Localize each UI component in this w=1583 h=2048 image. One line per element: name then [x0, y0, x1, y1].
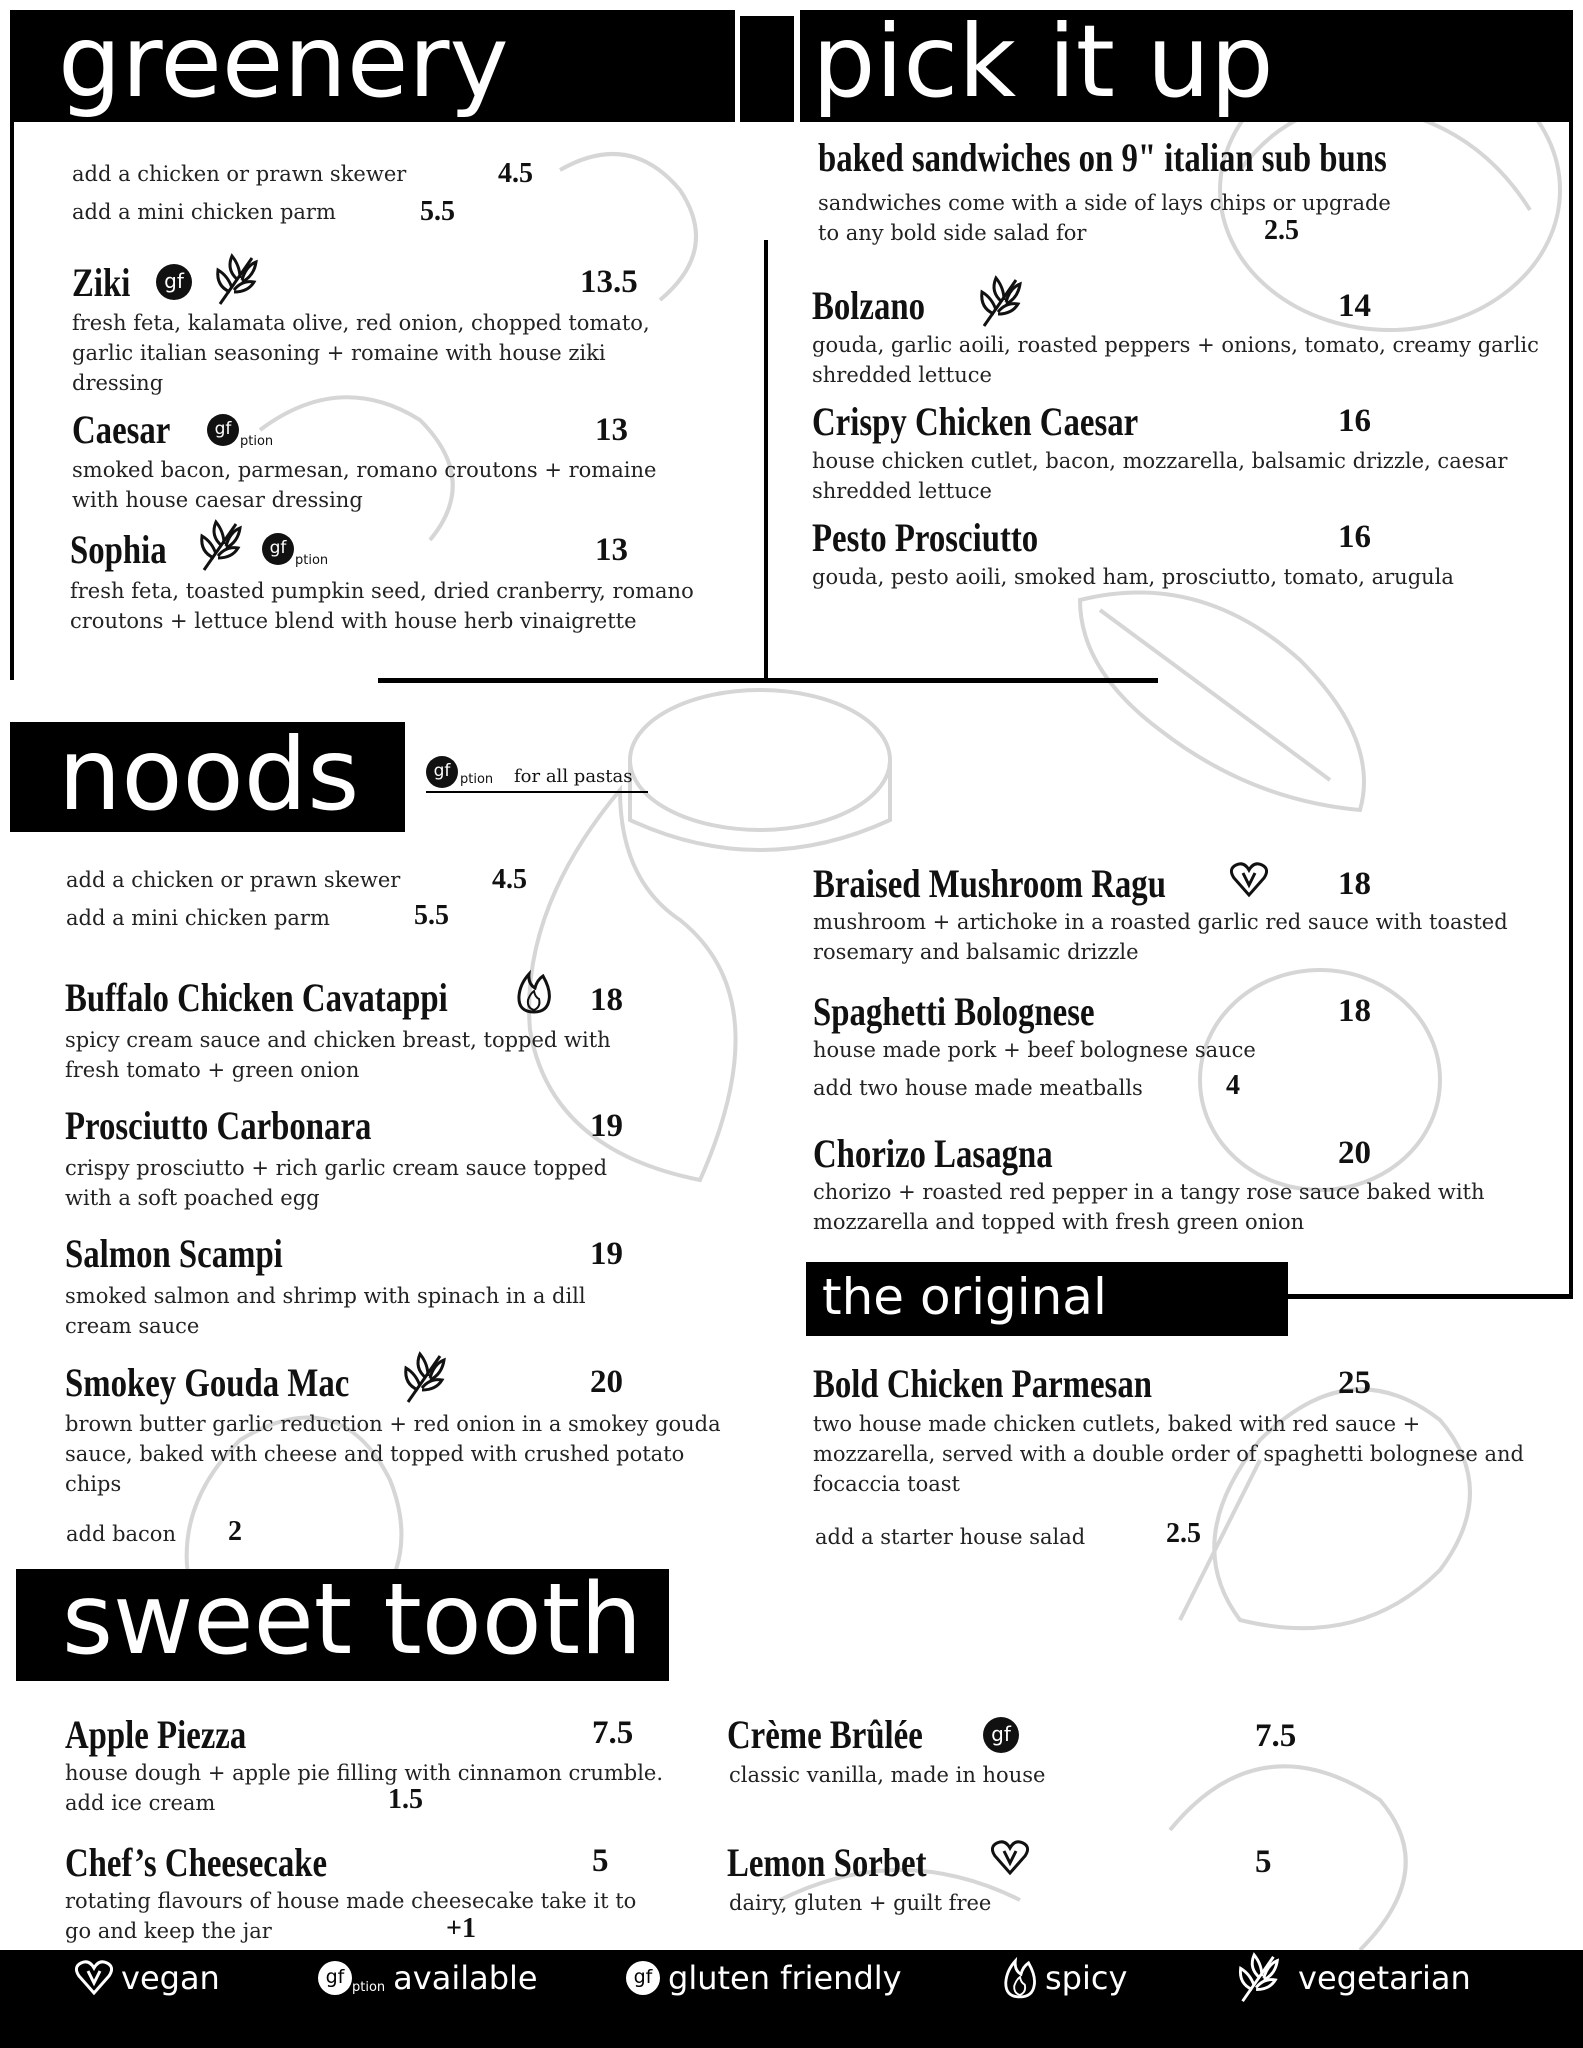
gf-note-underline	[426, 791, 648, 793]
sweet-title: sweet tooth	[62, 1563, 643, 1677]
item-description: smoked bacon, parmesan, romano croutons + romaine with house caesar dressing	[72, 458, 657, 512]
gf-option-note: for all pastas	[514, 766, 633, 787]
right-frame-line	[1569, 120, 1573, 1295]
item-description: rotating flavours of house made cheesecake take it to go and keep the jar	[65, 1889, 637, 1943]
item-name: Crème Brûlée	[727, 1712, 923, 1757]
spicy-icon	[1003, 1957, 1037, 1999]
item-name: Smokey Gouda Mac	[65, 1360, 350, 1405]
item-description: smoked salmon and shrimp with spinach in a dill cream sauce	[65, 1284, 586, 1338]
gf-option-label: ption	[240, 434, 274, 449]
item-price: 5	[592, 1843, 609, 1879]
item-name: Bold Chicken Parmesan	[813, 1361, 1152, 1406]
item-price: 7.5	[1255, 1718, 1297, 1754]
item-name: Salmon Scampi	[65, 1231, 283, 1276]
legend-spicy	[1003, 1953, 1127, 2003]
center-divider-horizontal	[378, 678, 1158, 683]
item-name: Chorizo Lasagna	[813, 1131, 1053, 1176]
legend-vegetarian	[1234, 1953, 1471, 2003]
pickitup-subtitle: baked sandwiches on 9" italian sub buns	[818, 135, 1387, 180]
item-name: Buffalo Chicken Cavatappi	[65, 975, 448, 1020]
item-addon-price: +1	[446, 1913, 476, 1944]
center-divider-vertical	[764, 240, 768, 682]
item-description: two house made chicken cutlets, baked with red sauce + mozzarella, served with a double order of spaghetti bolognese and focaccia toast	[813, 1412, 1524, 1496]
item-name: Chef’s Cheesecake	[65, 1840, 328, 1885]
item-name: Bolzano	[812, 283, 925, 328]
spicy-icon	[516, 970, 552, 1014]
item-name: Spaghetti Bolognese	[813, 989, 1095, 1034]
item-description: house made pork + beef bolognese sauce	[813, 1038, 1256, 1062]
item-name: Apple Piezza	[65, 1712, 247, 1757]
legend-vegan	[75, 1953, 220, 2003]
item-price: 16	[1338, 519, 1371, 555]
item-description: classic vanilla, made in house	[729, 1763, 1046, 1787]
item-description: house chicken cutlet, bacon, mozzarella, balsamic drizzle, caesar shredded lettuce	[812, 449, 1508, 503]
gluten-friendly-icon: gf	[626, 1961, 660, 1995]
item-price: 25	[1338, 1365, 1371, 1401]
item-name: Crispy Chicken Caesar	[812, 399, 1139, 444]
noods-addon-price: 5.5	[414, 900, 449, 931]
item-description: crispy prosciutto + rich garlic cream sauce topped with a soft poached egg	[65, 1156, 608, 1210]
item-name: Caesar	[72, 407, 171, 452]
noods-title: noods	[58, 716, 360, 833]
item-price: 18	[1338, 993, 1371, 1029]
item-price: 7.5	[592, 1715, 634, 1751]
noods-addon-price: 4.5	[492, 864, 527, 895]
item-description: brown butter garlic reduction + red onion in a smokey gouda sauce, baked with cheese and topped with crushed potato chips	[65, 1412, 721, 1496]
pickitup-note: sandwiches come with a side of lays chips or upgrade to any bold side salad for	[818, 191, 1391, 245]
meatball-addon-price: 4	[1226, 1070, 1240, 1101]
item-name: Pesto Prosciutto	[812, 515, 1039, 560]
item-name: Lemon Sorbet	[727, 1840, 927, 1885]
item-price: 20	[590, 1364, 623, 1400]
legend-vegetarian-label: vegetarian	[1298, 1959, 1471, 1997]
gf-option-label: ption	[460, 772, 494, 787]
item-description: fresh feta, kalamata olive, red onion, chopped tomato, garlic italian seasoning + romaine with house ziki dressing	[72, 311, 650, 395]
bacon-addon-label: add bacon	[66, 1522, 176, 1546]
gluten-friendly-option-icon: gf	[426, 756, 458, 788]
item-price: 13.5	[580, 264, 638, 300]
item-description: spicy cream sauce and chicken breast, topped with fresh tomato + green onion	[65, 1028, 611, 1082]
legend-gf-option-small: ption	[352, 1979, 386, 1995]
noods-addon-label: add a chicken or prawn skewer	[66, 868, 401, 892]
original-addon-label: add a starter house salad	[815, 1525, 1086, 1549]
greenery-addon-price: 4.5	[498, 158, 533, 189]
item-price: 18	[590, 982, 623, 1018]
bacon-addon-price: 2	[228, 1516, 242, 1547]
vegan-icon	[1230, 862, 1268, 898]
vegetarian-icon	[1234, 1951, 1282, 2005]
item-name: Sophia	[70, 527, 167, 572]
item-price: 19	[590, 1108, 623, 1144]
meatball-addon-label: add two house made meatballs	[813, 1076, 1143, 1100]
gluten-friendly-icon: gf	[983, 1717, 1019, 1753]
item-description: mushroom + artichoke in a roasted garlic red sauce with toasted rosemary and balsamic drizzle	[813, 910, 1508, 964]
legend-vegan-label: vegan	[121, 1959, 220, 1997]
item-name: Prosciutto Carbonara	[65, 1103, 372, 1148]
original-title: the original	[822, 1268, 1107, 1326]
pickitup-header-bar-left	[740, 16, 794, 122]
greenery-addon-label: add a chicken or prawn skewer	[72, 162, 407, 186]
item-description: house dough + apple pie filling with cinnamon crumble. add ice cream	[65, 1761, 664, 1815]
noods-addon-label: add a mini chicken parm	[66, 906, 330, 930]
legend-gf-label: gluten friendly	[668, 1959, 902, 1997]
greenery-addon-price: 5.5	[420, 196, 455, 227]
left-frame-line	[10, 120, 14, 680]
gluten-friendly-option-icon: gf	[207, 414, 239, 446]
gluten-friendly-option-icon: gf	[318, 1961, 352, 1995]
original-header-rule	[1286, 1294, 1573, 1299]
item-description: gouda, pesto aoili, smoked ham, prosciutto, tomato, arugula	[812, 565, 1454, 589]
vegetarian-icon	[212, 252, 260, 308]
greenery-addon-label: add a mini chicken parm	[72, 200, 336, 224]
legend-gf	[626, 1953, 902, 2003]
vegetarian-icon	[196, 518, 244, 574]
vegetarian-icon	[400, 1350, 448, 1406]
pickitup-title: pick it up	[812, 3, 1274, 120]
item-name: Ziki	[72, 260, 131, 305]
greenery-title: greenery	[58, 3, 509, 120]
item-description: fresh feta, toasted pumpkin seed, dried cranberry, romano croutons + lettuce blend with house herb vinaigrette	[70, 579, 694, 633]
legend-spicy-label: spicy	[1045, 1959, 1128, 1997]
item-price: 13	[595, 532, 628, 568]
item-price: 16	[1338, 403, 1371, 439]
item-description: gouda, garlic aoili, roasted peppers + onions, tomato, creamy garlic shredded lettuce	[812, 333, 1539, 387]
gluten-friendly-option-icon: gf	[262, 533, 294, 565]
gf-option-label: ption	[295, 553, 329, 568]
item-addon-price: 1.5	[388, 1784, 423, 1815]
legend-gf-option	[318, 1953, 538, 2003]
legend-gf-option-label: available	[393, 1959, 538, 1997]
pickitup-note-price: 2.5	[1264, 215, 1299, 246]
item-price: 13	[595, 412, 628, 448]
original-addon-price: 2.5	[1166, 1518, 1201, 1549]
item-price: 20	[1338, 1135, 1371, 1171]
gluten-friendly-icon: gf	[156, 264, 192, 300]
vegan-icon	[991, 1840, 1029, 1876]
item-price: 19	[590, 1236, 623, 1272]
vegan-icon	[75, 1960, 113, 1996]
item-description: chorizo + roasted red pepper in a tangy rose sauce baked with mozzarella and topped with fresh green onion	[813, 1180, 1485, 1234]
item-price: 18	[1338, 866, 1371, 902]
item-description: dairy, gluten + guilt free	[729, 1891, 992, 1915]
item-price: 14	[1338, 288, 1371, 324]
item-price: 5	[1255, 1844, 1272, 1880]
item-name: Braised Mushroom Ragu	[813, 861, 1166, 906]
vegetarian-icon	[976, 274, 1024, 330]
